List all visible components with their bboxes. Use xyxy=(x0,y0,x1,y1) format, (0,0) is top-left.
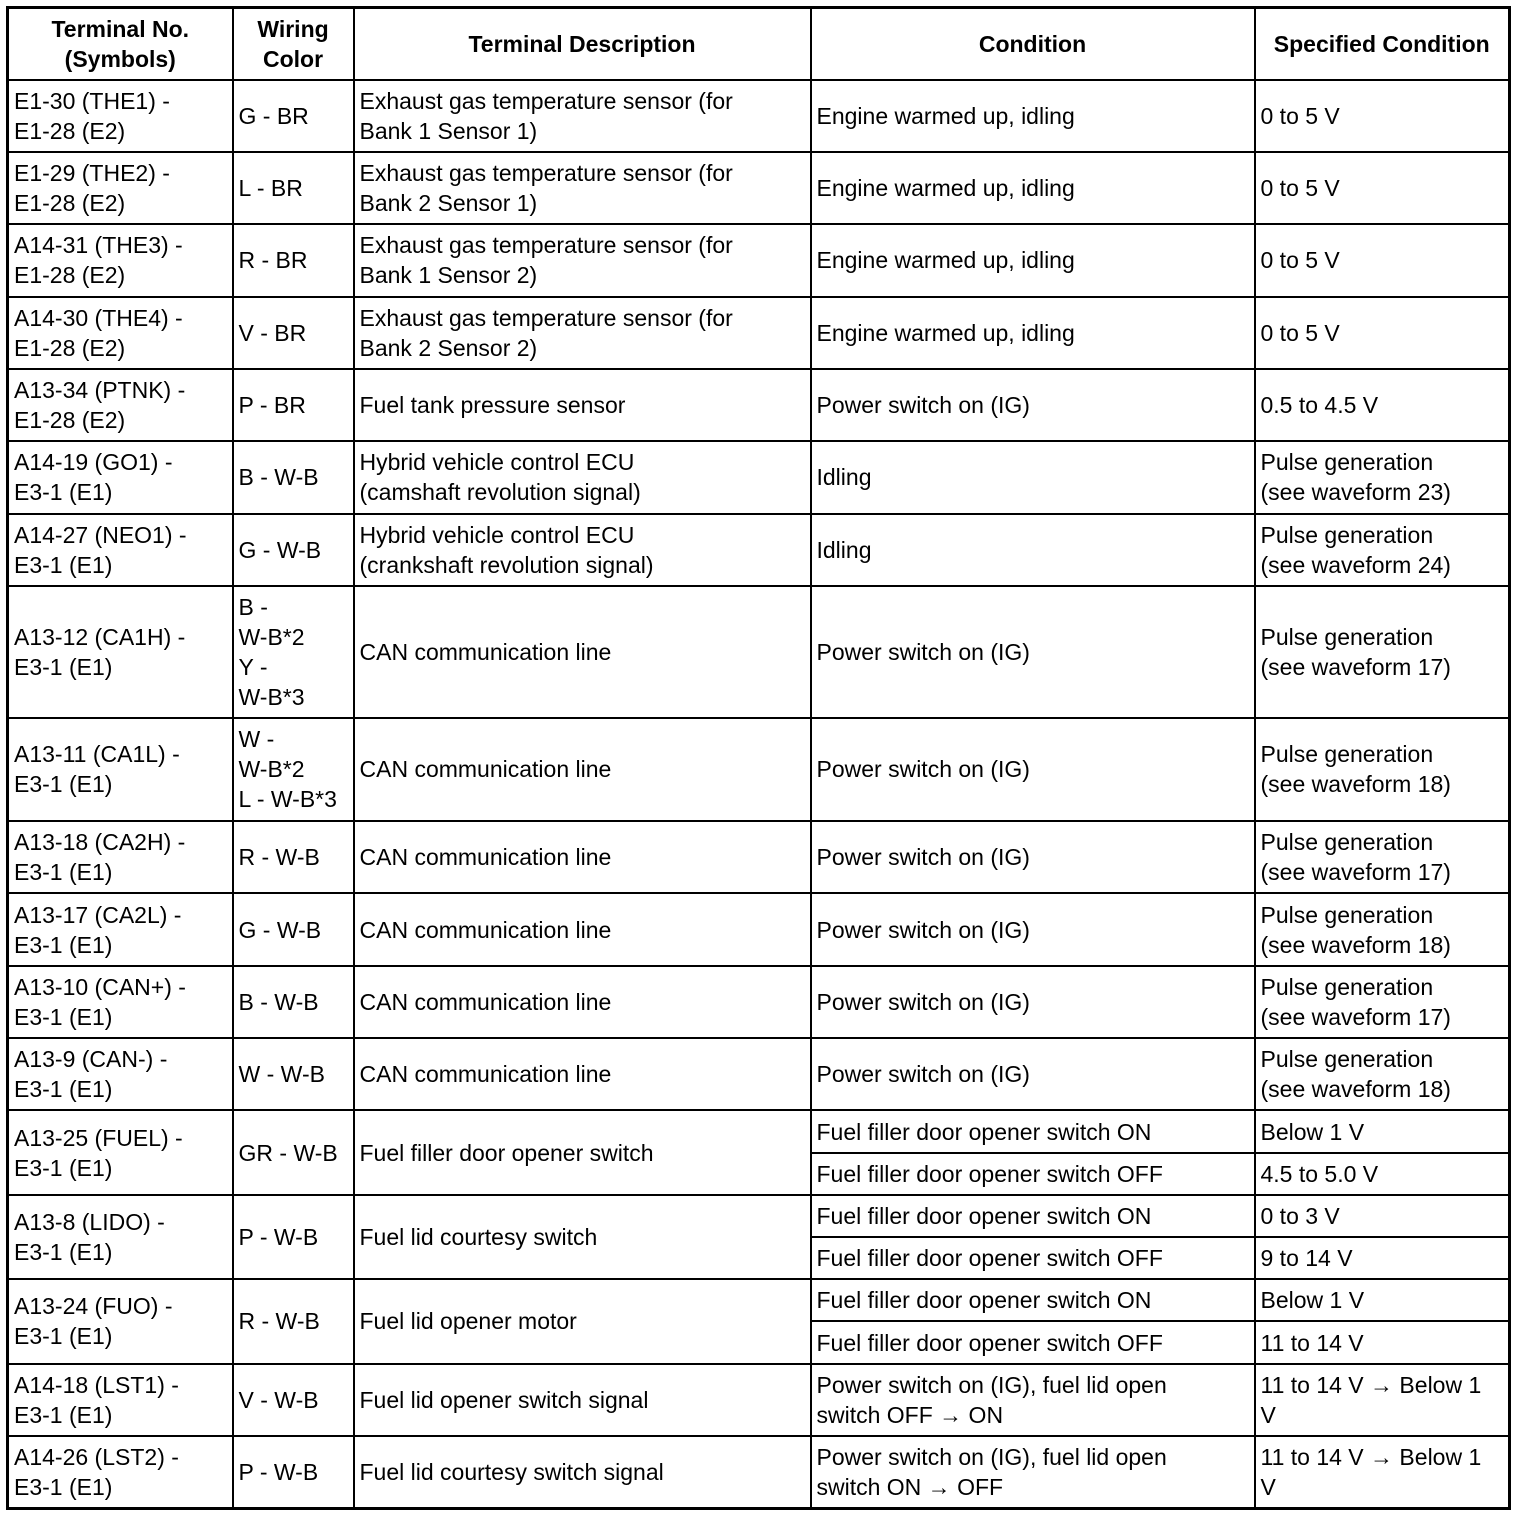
cell-condition: Fuel filler door opener switch ON xyxy=(811,1279,1255,1321)
cell-specified-condition: Below 1 V xyxy=(1255,1110,1510,1152)
cell-wiring-color: G - W-B xyxy=(233,514,354,586)
cell-terminal-description: Fuel filler door opener switch xyxy=(354,1110,811,1194)
cell-terminal: A14-30 (THE4) - E1-28 (E2) xyxy=(8,297,233,369)
cell-condition: Fuel filler door opener switch OFF xyxy=(811,1237,1255,1279)
cell-condition: Idling xyxy=(811,441,1255,513)
cell-terminal: A14-26 (LST2) - E3-1 (E1) xyxy=(8,1436,233,1509)
cell-condition: Power switch on (IG) xyxy=(811,966,1255,1038)
cell-terminal-description: Fuel tank pressure sensor xyxy=(354,369,811,441)
cell-terminal: A13-10 (CAN+) - E3-1 (E1) xyxy=(8,966,233,1038)
cell-wiring-color: B - W-B xyxy=(233,441,354,513)
cell-condition: Engine warmed up, idling xyxy=(811,152,1255,224)
cell-specified-condition: 0 to 5 V xyxy=(1255,224,1510,296)
cell-specified-condition: 4.5 to 5.0 V xyxy=(1255,1153,1510,1195)
cell-wiring-color: V - W-B xyxy=(233,1364,354,1436)
header-terminal-description: Terminal Description xyxy=(354,8,811,80)
cell-terminal-description: Fuel lid opener motor xyxy=(354,1279,811,1363)
cell-terminal: A14-18 (LST1) - E3-1 (E1) xyxy=(8,1364,233,1436)
cell-terminal-description: CAN communication line xyxy=(354,893,811,965)
cell-terminal: A13-18 (CA2H) - E3-1 (E1) xyxy=(8,821,233,893)
table-row xyxy=(8,718,1510,822)
cell-specified-condition: 0 to 5 V xyxy=(1255,297,1510,369)
cell-wiring-color: G - W-B xyxy=(233,893,354,965)
cell-terminal-description: Fuel lid courtesy switch signal xyxy=(354,1436,811,1509)
cell-specified-condition: Pulse generation (see waveform 18) xyxy=(1255,718,1510,822)
cell-terminal: A13-17 (CA2L) - E3-1 (E1) xyxy=(8,893,233,965)
cell-specified-condition: Pulse generation (see waveform 18) xyxy=(1255,1038,1510,1110)
cell-wiring-color: W - W-B xyxy=(233,1038,354,1110)
cell-specified-condition: 9 to 14 V xyxy=(1255,1237,1510,1279)
cell-condition: Power switch on (IG) xyxy=(811,586,1255,718)
cell-terminal: A13-34 (PTNK) - E1-28 (E2) xyxy=(8,369,233,441)
cell-specified-condition: 0.5 to 4.5 V xyxy=(1255,369,1510,441)
cell-terminal: A13-8 (LIDO) - E3-1 (E1) xyxy=(8,1195,233,1279)
table-row xyxy=(8,441,1510,513)
cell-wiring-color: R - W-B xyxy=(233,821,354,893)
cell-terminal-description: Exhaust gas temperature sensor (for Bank 1 Sensor 2) xyxy=(354,224,811,296)
cell-specified-condition: Pulse generation (see waveform 17) xyxy=(1255,821,1510,893)
cell-terminal: E1-30 (THE1) - E1-28 (E2) xyxy=(8,80,233,152)
cell-specified-condition: Below 1 V xyxy=(1255,1279,1510,1321)
cell-condition: Engine warmed up, idling xyxy=(811,297,1255,369)
cell-condition: Fuel filler door opener switch OFF xyxy=(811,1153,1255,1195)
header-terminal: Terminal No. (Symbols) xyxy=(8,8,233,80)
cell-terminal-description: Hybrid vehicle control ECU (camshaft revolution signal) xyxy=(354,441,811,513)
cell-condition: Engine warmed up, idling xyxy=(811,224,1255,296)
table-row xyxy=(8,369,1510,441)
cell-terminal-description: CAN communication line xyxy=(354,586,811,718)
table-row xyxy=(8,821,1510,893)
cell-wiring-color: B - W-B*2 Y - W-B*3 xyxy=(233,586,354,718)
cell-wiring-color: G - BR xyxy=(233,80,354,152)
table-row xyxy=(8,1038,1510,1110)
cell-specified-condition: 11 to 14 V → Below 1 V xyxy=(1255,1436,1510,1509)
cell-condition: Engine warmed up, idling xyxy=(811,80,1255,152)
cell-wiring-color: V - BR xyxy=(233,297,354,369)
cell-wiring-color: W - W-B*2 L - W-B*3 xyxy=(233,718,354,822)
cell-wiring-color: R - BR xyxy=(233,224,354,296)
cell-specified-condition: 11 to 14 V xyxy=(1255,1321,1510,1363)
cell-terminal: A14-27 (NEO1) - E3-1 (E1) xyxy=(8,514,233,586)
cell-specified-condition: Pulse generation (see waveform 24) xyxy=(1255,514,1510,586)
terminal-spec-table xyxy=(6,6,1511,1510)
cell-condition: Power switch on (IG) xyxy=(811,821,1255,893)
cell-terminal: A13-9 (CAN-) - E3-1 (E1) xyxy=(8,1038,233,1110)
table-row xyxy=(8,966,1510,1038)
header-specified-condition: Specified Condition xyxy=(1255,8,1510,80)
cell-wiring-color: GR - W-B xyxy=(233,1110,354,1194)
table-row xyxy=(8,152,1510,224)
header-row xyxy=(8,8,1510,80)
cell-wiring-color: R - W-B xyxy=(233,1279,354,1363)
table-body xyxy=(8,80,1510,1509)
table-row xyxy=(8,1364,1510,1436)
cell-condition: Power switch on (IG), fuel lid open switch OFF → ON xyxy=(811,1364,1255,1436)
cell-specified-condition: Pulse generation (see waveform 18) xyxy=(1255,893,1510,965)
table-row xyxy=(8,586,1510,718)
table-row xyxy=(8,1436,1510,1509)
cell-specified-condition: 0 to 3 V xyxy=(1255,1195,1510,1237)
cell-wiring-color: B - W-B xyxy=(233,966,354,1038)
cell-wiring-color: L - BR xyxy=(233,152,354,224)
cell-condition: Fuel filler door opener switch ON xyxy=(811,1195,1255,1237)
cell-condition: Power switch on (IG), fuel lid open switch ON → OFF xyxy=(811,1436,1255,1509)
table-row xyxy=(8,297,1510,369)
cell-terminal: A14-31 (THE3) - E1-28 (E2) xyxy=(8,224,233,296)
cell-condition: Power switch on (IG) xyxy=(811,718,1255,822)
cell-specified-condition: Pulse generation (see waveform 17) xyxy=(1255,586,1510,718)
cell-terminal-description: Fuel lid courtesy switch xyxy=(354,1195,811,1279)
header-wiring-color: Wiring Color xyxy=(233,8,354,80)
cell-terminal: A13-11 (CA1L) - E3-1 (E1) xyxy=(8,718,233,822)
cell-condition: Power switch on (IG) xyxy=(811,369,1255,441)
cell-condition: Power switch on (IG) xyxy=(811,893,1255,965)
header-condition: Condition xyxy=(811,8,1255,80)
cell-terminal: A13-12 (CA1H) - E3-1 (E1) xyxy=(8,586,233,718)
cell-specified-condition: 0 to 5 V xyxy=(1255,152,1510,224)
cell-terminal-description: Hybrid vehicle control ECU (crankshaft revolution signal) xyxy=(354,514,811,586)
cell-terminal-description: CAN communication line xyxy=(354,821,811,893)
cell-terminal: A14-19 (GO1) - E3-1 (E1) xyxy=(8,441,233,513)
table-row xyxy=(8,514,1510,586)
cell-condition: Fuel filler door opener switch OFF xyxy=(811,1321,1255,1363)
cell-wiring-color: P - W-B xyxy=(233,1436,354,1509)
cell-condition: Fuel filler door opener switch ON xyxy=(811,1110,1255,1152)
table-row xyxy=(8,224,1510,296)
cell-terminal-description: Exhaust gas temperature sensor (for Bank 2 Sensor 1) xyxy=(354,152,811,224)
cell-terminal-description: Exhaust gas temperature sensor (for Bank 2 Sensor 2) xyxy=(354,297,811,369)
cell-wiring-color: P - BR xyxy=(233,369,354,441)
cell-specified-condition: 0 to 5 V xyxy=(1255,80,1510,152)
table-row xyxy=(8,80,1510,152)
table-row xyxy=(8,893,1510,965)
table-row xyxy=(8,1195,1510,1237)
cell-terminal-description: CAN communication line xyxy=(354,1038,811,1110)
cell-terminal: E1-29 (THE2) - E1-28 (E2) xyxy=(8,152,233,224)
table-row xyxy=(8,1279,1510,1321)
cell-specified-condition: Pulse generation (see waveform 17) xyxy=(1255,966,1510,1038)
cell-terminal-description: Fuel lid opener switch signal xyxy=(354,1364,811,1436)
cell-wiring-color: P - W-B xyxy=(233,1195,354,1279)
cell-terminal: A13-25 (FUEL) - E3-1 (E1) xyxy=(8,1110,233,1194)
cell-terminal: A13-24 (FUO) - E3-1 (E1) xyxy=(8,1279,233,1363)
table-row xyxy=(8,1110,1510,1152)
cell-condition: Idling xyxy=(811,514,1255,586)
cell-terminal-description: Exhaust gas temperature sensor (for Bank 1 Sensor 1) xyxy=(354,80,811,152)
cell-terminal-description: CAN communication line xyxy=(354,966,811,1038)
cell-specified-condition: 11 to 14 V → Below 1 V xyxy=(1255,1364,1510,1436)
cell-condition: Power switch on (IG) xyxy=(811,1038,1255,1110)
cell-specified-condition: Pulse generation (see waveform 23) xyxy=(1255,441,1510,513)
cell-terminal-description: CAN communication line xyxy=(354,718,811,822)
